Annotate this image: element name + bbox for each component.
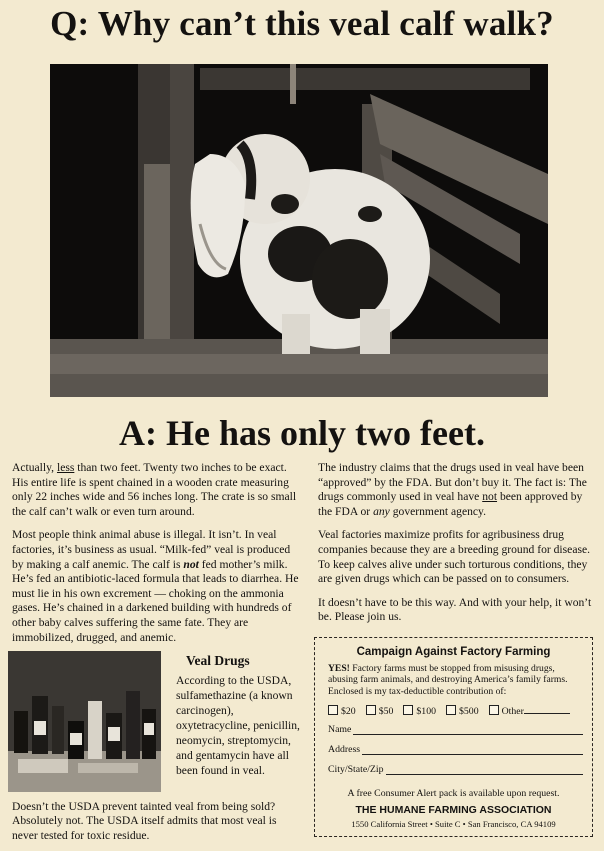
coupon-title: Campaign Against Factory Farming	[356, 646, 551, 658]
veal-drugs-text: According to the USDA, sulfamethazine (a known carcinogen), oxytetracycline, penicillin, neomycin, streptomycin, and gentamycin have all been found in veal.	[176, 674, 300, 777]
headline-question: Q: Why can’t this veal calf walk?	[50, 4, 554, 43]
right-paragraph-2: Veal factories maximize profits for agribusiness drug companies because they are a breeding ground for disease. To keep calves alive under such torturous conditions, they are given drugs which can be passed on to consumers.	[318, 528, 591, 586]
checkbox-icon[interactable]	[328, 705, 338, 715]
amount-label: $100	[416, 705, 436, 717]
amount-option-500[interactable]	[446, 705, 479, 717]
right-paragraph-3: It doesn’t have to be this way. And with your help, it won’t be. Please join us.	[318, 595, 592, 624]
text-run: than two feet. Twenty two inches to be exact. His entire life is spent chained in a wooden crate measuring only 22 inches wide and 56 inches long. The crate is so small the calf can’t walk or even turn around.	[12, 461, 297, 518]
amount-label: $20	[341, 705, 356, 717]
checkbox-icon[interactable]	[446, 705, 456, 715]
right-column-text	[318, 461, 596, 634]
amount-label: $50	[378, 705, 394, 717]
amount-option-50[interactable]	[366, 705, 394, 717]
left-paragraph-2	[12, 528, 302, 645]
address-label: Address	[328, 744, 361, 755]
amount-option-100[interactable]	[403, 705, 436, 717]
veal-calf-illustration	[50, 64, 548, 397]
amount-label: Other	[501, 706, 524, 717]
drug-bottles-illustration	[8, 651, 161, 792]
coupon-note: A free Consumer Alert pack is available upon request.	[347, 788, 560, 799]
amount-option-20[interactable]	[328, 705, 356, 717]
drug-bottles-photo	[8, 651, 161, 792]
city-state-zip-field[interactable]	[386, 764, 583, 775]
name-label: Name	[328, 724, 352, 735]
left-paragraph-1	[12, 461, 302, 519]
text-run: fed mother’s milk. He’s fed an antibiotic-laced formula that leads to diarrhea. He must lie in his own excrement — choking on the ammonia gases. He’s chained in a darkened building with hundreds of other baby calves suffering the same fate. They are immobilized, drugged, and anemic.	[12, 557, 299, 644]
underlined-word: less	[56, 461, 75, 474]
underlined-word: not	[482, 490, 498, 504]
coupon-body	[328, 663, 583, 697]
amount-label: $500	[459, 705, 479, 717]
coupon-yes: YES!	[328, 663, 350, 674]
checkbox-icon[interactable]	[403, 705, 413, 715]
city-label: City/State/Zip	[328, 764, 384, 775]
checkbox-icon[interactable]	[489, 705, 499, 715]
headline-answer: A: He has only two feet.	[119, 413, 485, 453]
city-field-row	[328, 764, 583, 775]
coupon-body-text: Factory farms must be stopped from misusing drugs, abusing farm animals, and destroying America’s family farms. Enclosed is my tax-deductible contribution of:	[328, 663, 568, 697]
name-field[interactable]	[353, 724, 583, 735]
text-run: been approved by the FDA or	[318, 490, 583, 518]
usda-paragraph: Doesn’t the USDA prevent tainted veal from being sold? Absolutely not. The USDA itself admits that most veal is never tested for toxic residue.	[12, 800, 277, 842]
organization-name: THE HUMANE FARMING ASSOCIATION	[355, 804, 552, 816]
address-field[interactable]	[362, 744, 583, 755]
emphasized-word: not	[183, 557, 199, 571]
name-field-row	[328, 724, 583, 735]
veal-drugs-title: Veal Drugs	[186, 653, 250, 668]
text-run: government agency.	[389, 504, 486, 518]
text-run: Actually,	[12, 461, 57, 474]
text-run: Most people think animal abuse is illegal. It isn’t. In veal factories, it’s business as usual. “Milk-fed” veal is produced by making a calf anemic. The calf is	[12, 528, 291, 571]
organization-address: 1550 California Street • Suite C • San Francisco, CA 94109	[351, 819, 556, 829]
emphasized-word: any	[373, 504, 390, 518]
text-run: The industry claims that the drugs used in veal have been “approved” by the FDA. But don’t buy it. The fact is: The drugs commonly used in veal have	[318, 461, 587, 504]
amount-option-other[interactable]	[489, 704, 570, 717]
veal-calf-photo	[50, 64, 548, 397]
other-amount-field[interactable]	[524, 704, 570, 714]
right-paragraph-1	[318, 461, 596, 519]
checkbox-icon[interactable]	[366, 705, 376, 715]
address-field-row	[328, 744, 583, 755]
donation-coupon	[314, 637, 593, 837]
amount-options	[328, 704, 588, 717]
left-column-text	[12, 461, 302, 654]
